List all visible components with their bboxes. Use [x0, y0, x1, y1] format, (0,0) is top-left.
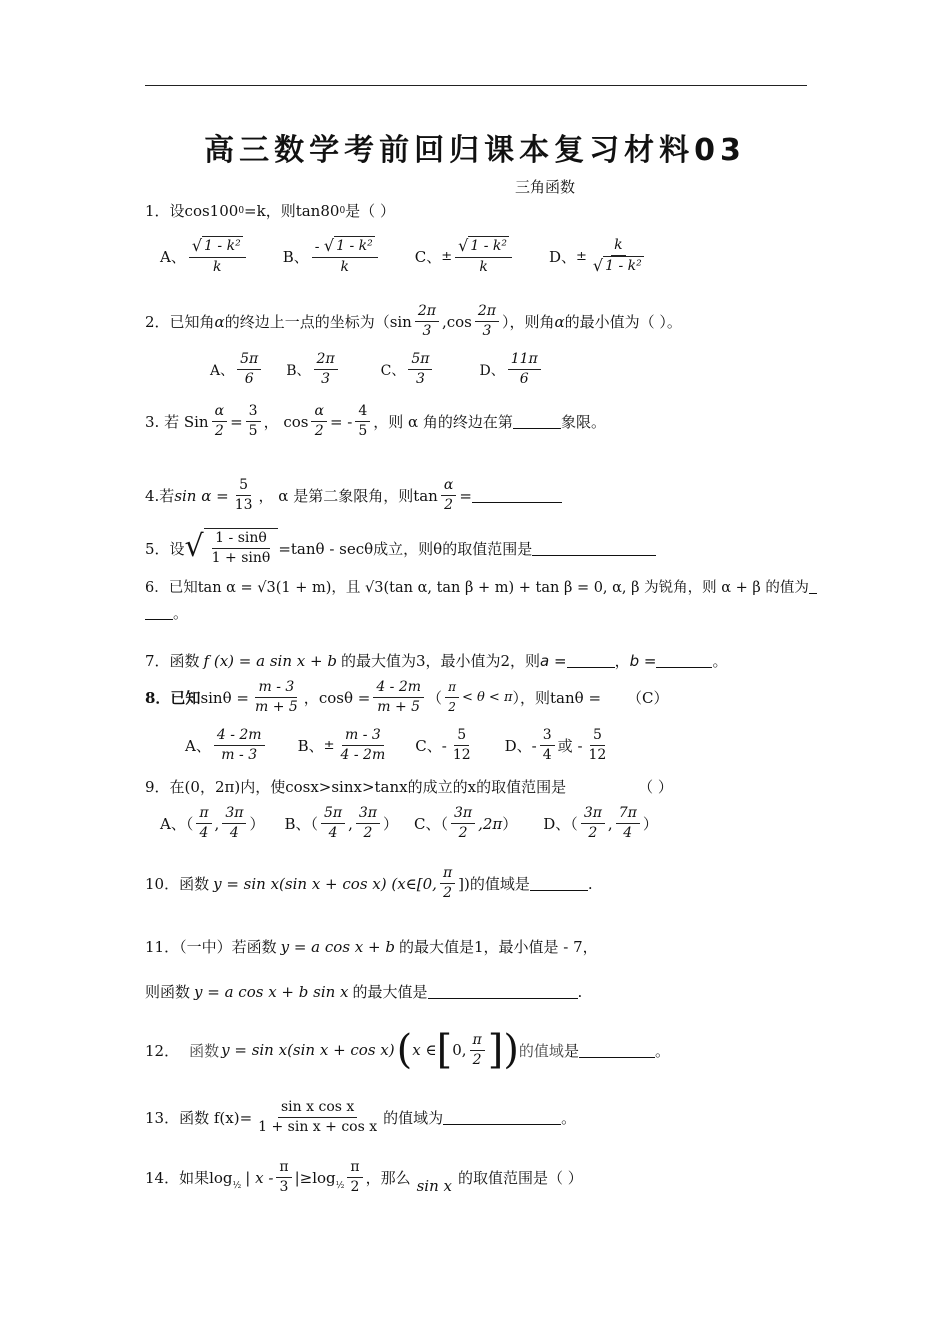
option-d[interactable]: D、（ $\frac{3\pi}{2}$ , $\frac{7\pi}{4}$ ）	[543, 805, 658, 841]
option-b[interactable]: B、 ± $\frac{m - 3}{4 - 2m}$	[297, 727, 386, 763]
question-2-options	[210, 350, 544, 389]
question-3: 3. 若 Sin $\frac{\alpha}{2}$ = $\frac{3}{5}$ ， cos $\frac{\alpha}{2}$ = - $\frac{4}{5}$ ，则 α 角的终边在第 象限。	[145, 403, 606, 439]
question-10: 10．函数 y = sin x(sin x + cos x) (x∈[0, $\frac{\pi}{2}$ ]) 的值域是 .	[145, 865, 593, 901]
answer-blank-b[interactable]	[656, 653, 712, 668]
option-c[interactable]: C、 $\frac{5\pi}{3}$	[381, 350, 436, 389]
question-1-options	[160, 236, 650, 277]
option-b[interactable]: B、 - √ 1 - k² k	[283, 236, 381, 277]
question-4: 4.若 sin α = $\frac{5}{13}$ ， α 是第二象限角，则 tan $\frac{\alpha}{2}$ =	[145, 476, 562, 515]
answer-blank[interactable]	[809, 579, 817, 594]
section-subtitle: 三角函数	[514, 178, 575, 196]
question-7: 7．函数 f (x) = a sin x + b 的最大值为3，最小值为2，则 a = ， b = 。	[145, 651, 728, 670]
option-b[interactable]: B、 $\frac{2\pi}{3}$	[286, 350, 340, 389]
question-8: 8．已知 sinθ = $\frac{m - 3}{m + 5}$ ， cosθ = $\frac{4 - 2m}{m + 5}$ （ $\frac{\pi}{2}$ < θ < π ），则 tanθ = （C）	[145, 679, 669, 715]
question-1: 1．设cos100 0 =k，则tan80 0 是（ ）	[145, 202, 395, 220]
header-rule	[145, 85, 807, 86]
option-c[interactable]: C、 - $\frac{5}{12}$	[415, 727, 471, 763]
answer-blank[interactable]	[443, 1110, 561, 1125]
question-9: 9．在(0，2π)内，使cosx>sinx>tanx的成立的x的取值范围是 （ ）	[145, 778, 673, 796]
option-c[interactable]: C、 ± √ 1 - k² k	[415, 236, 515, 277]
question-14: 14．如果 log ½ | x - $\frac{\pi}{3}$ |≥log ½ $\frac{\pi}{2}$ ，那么 sin x 的取值范围是（ ）	[145, 1159, 583, 1195]
question-11: 11．（一中）若函数 y = a cos x + b 的最大值是1，最小值是 - 7，	[145, 937, 598, 956]
question-12: 12． 函数 y = sin x(sin x + cos x) ( x ∈ [ 0, $\frac{\pi}{2}$ ] ) 的值域 是 。	[145, 1027, 670, 1073]
question-6-continued: 。	[145, 602, 188, 623]
question-9-options	[160, 804, 658, 843]
answer-blank[interactable]	[532, 541, 656, 556]
answer-blank[interactable]	[428, 984, 578, 999]
option-a[interactable]: A、 $\frac{4 - 2m}{m - 3}$	[185, 726, 268, 765]
question-5: 5．设 √ $\frac{1 - \sin\theta}{1 + \sin\theta}$ =tanθ - secθ成立，则θ的取值范围是	[145, 528, 656, 568]
option-d[interactable]: D、 $\frac{11\pi}{6}$	[479, 350, 543, 389]
option-c[interactable]: C、（ $\frac{3\pi}{2}$ ,2π ）	[414, 805, 518, 841]
question-8-options	[185, 726, 612, 765]
question-11-continued: 则函数 y = a cos x + b sin x 的最大值是 .	[145, 982, 583, 1001]
page-title: 高三数学考前回归课本复习材料03	[204, 133, 746, 168]
answer-blank[interactable]	[579, 1043, 655, 1058]
answer-blank[interactable]	[145, 605, 173, 620]
question-13: 13．函数 f(x)= $\frac{\text{sin x cos x}}{\text{1 + sin x + cos x}}$ 的值域为 。	[145, 1099, 577, 1135]
option-a[interactable]: A、 √ 1 - k² k	[160, 236, 249, 277]
option-a[interactable]: A、（ $\frac{\pi}{4}$ , $\frac{3\pi}{4}$ ）	[160, 805, 265, 841]
option-d[interactable]: D、 ± k √ 1 - k²	[548, 237, 642, 275]
option-d[interactable]: D、 - $\frac{3}{4}$ 或 - $\frac{5}{12}$	[504, 727, 607, 763]
option-b[interactable]: B、（ $\frac{5\pi}{4}$ , $\frac{3\pi}{2}$ ）	[284, 805, 398, 841]
option-a[interactable]: A、 $\frac{5\pi}{6}$	[210, 350, 264, 389]
answer-blank[interactable]	[513, 414, 561, 429]
answer-blank-a[interactable]	[567, 653, 615, 668]
answer-blank[interactable]	[472, 488, 562, 503]
answer-blank[interactable]	[530, 876, 588, 891]
question-6: 6．已知tan α = √3(1 + m)，且 √3(tan α, tan β + m) + tan β = 0, α, β 为锐角，则 α + β 的值为	[145, 576, 817, 597]
answer-marked: （C）	[627, 689, 669, 707]
question-2: 2．已知角 α 的终边上一点的坐标为（sin $\frac{2\pi}{3}$ ,cos $\frac{2\pi}{3}$ ），则角 α 的最小值为（ ）。	[145, 303, 682, 339]
